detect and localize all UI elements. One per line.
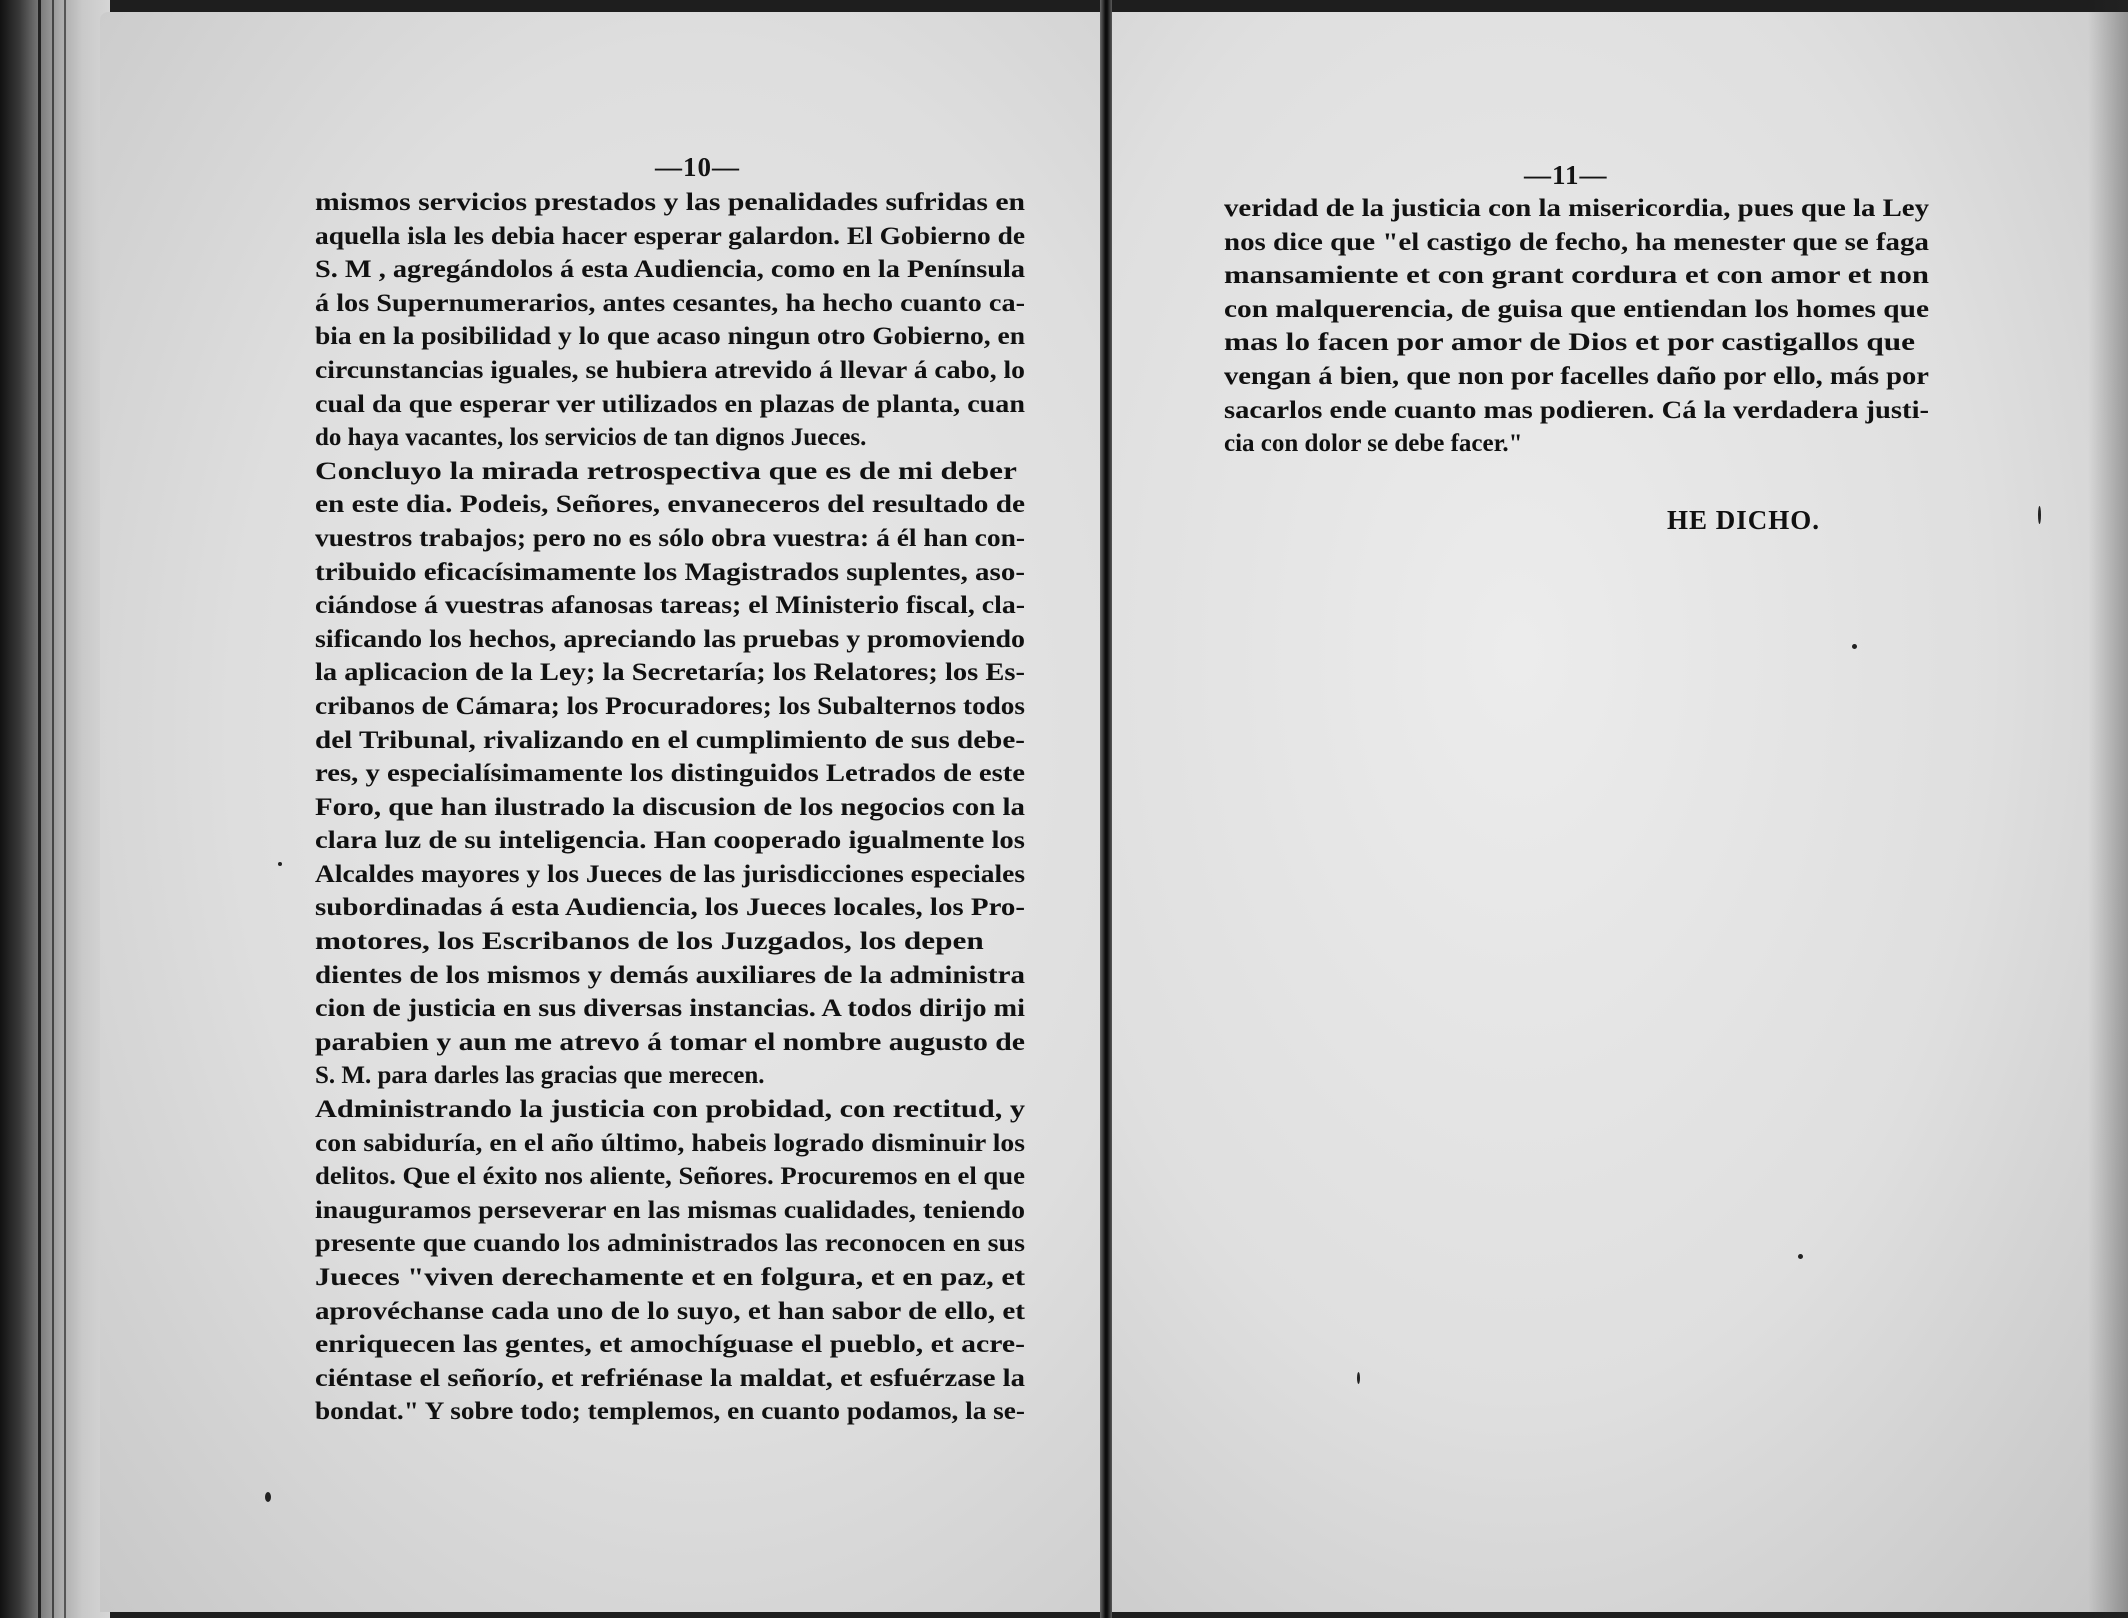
text-line: tribuido eficacísimamente los Magistrados suplentes, aso- bbox=[315, 558, 1025, 586]
text-line: inauguramos perseverar en las mismas cualidades, teniendo bbox=[315, 1196, 1026, 1224]
ink-speck bbox=[2038, 506, 2041, 524]
text-line: mismos servicios prestados y las penalidades sufridas en bbox=[315, 189, 1026, 216]
page-edge-line bbox=[52, 0, 54, 1618]
text-line: sificando los hechos, apreciando las pruebas y promoviendo bbox=[315, 625, 1025, 653]
text-line: delitos. Que el éxito nos aliente, Señores. Procuremos en el que bbox=[315, 1163, 1025, 1191]
right-page bbox=[1112, 12, 2128, 1612]
text-line: mas lo facen por amor de Dios et por castigallos que bbox=[1224, 329, 1915, 357]
text-line: con sabiduría, en el año último, habeis logrado disminuir los bbox=[315, 1129, 1026, 1157]
left-page bbox=[100, 12, 1100, 1612]
text-line: ciándose á vuestras afanosas tareas; el Ministerio fiscal, cla- bbox=[315, 592, 1026, 620]
text-line: circunstancias iguales, se hubiera atrevido á llevar á cabo, lo bbox=[315, 356, 1025, 384]
text-line: sacarlos ende cuanto mas podieren. Cá la verdadera justi- bbox=[1224, 396, 1930, 424]
text-line: bondat." Y sobre todo; templemos, en cuanto podamos, la se- bbox=[315, 1398, 1026, 1426]
text-line: enriquecen las gentes, et amochíguase el pueblo, et acre- bbox=[315, 1331, 1025, 1359]
page-shadow bbox=[2088, 0, 2128, 1618]
text-line: nos dice que "el castigo de fecho, ha menester que se faga bbox=[1224, 228, 1929, 256]
text-line: S. M , agregándolos á esta Audiencia, como en la Península bbox=[315, 256, 1026, 284]
ink-speck bbox=[1357, 1372, 1360, 1384]
text-line: presente que cuando los administrados las reconocen en sus bbox=[315, 1230, 1026, 1258]
text-line: S. M. para darles las gracias que merecen. bbox=[315, 1062, 765, 1090]
text-line: bia en la posibilidad y lo que acaso ningun otro Gobierno, en bbox=[315, 323, 1026, 351]
book-binding-edge bbox=[0, 0, 110, 1618]
text-line: vengan á bien, que non por facelles daño por ello, más por bbox=[1224, 362, 1929, 390]
text-line: cion de justicia en sus diversas instancias. A todos dirijo mi bbox=[315, 995, 1026, 1023]
text-line: en este dia. Podeis, Señores, envaneceros del resultado de bbox=[315, 491, 1026, 519]
text-line: cual da que esperar ver utilizados en plazas de planta, cuan bbox=[315, 390, 1025, 418]
text-line: aprovéchanse cada uno de lo suyo, et han sabor de ello, et bbox=[315, 1297, 1025, 1325]
text-line: vuestros trabajos; pero no es sólo obra vuestra: á él han con- bbox=[315, 524, 1026, 552]
page-number-right: —11— bbox=[1524, 160, 1608, 190]
text-line: do haya vacantes, los servicios de tan dignos Jueces. bbox=[315, 424, 867, 452]
text-line: con malquerencia, de guisa que entiendan los homes que bbox=[1224, 295, 1930, 323]
text-line: cia con dolor se debe facer." bbox=[1224, 430, 1523, 458]
right-page-body bbox=[1224, 192, 1929, 461]
ink-speck bbox=[1798, 1254, 1803, 1259]
text-line: dientes de los mismos y demás auxiliares de la administra bbox=[315, 961, 1025, 989]
page-edge-line bbox=[38, 0, 41, 1618]
text-line: Administrando la justicia con probidad, con rectitud, y bbox=[315, 1096, 1025, 1124]
closing-signature: HE DICHO. bbox=[1667, 505, 1821, 535]
text-line: del Tribunal, rivalizando en el cumplimiento de sus debe- bbox=[315, 726, 1026, 754]
text-line: res, y especialísimamente los distinguidos Letrados de este bbox=[315, 760, 1026, 788]
text-line: parabien y aun me atrevo á tomar el nombre augusto de bbox=[315, 1028, 1025, 1056]
ink-speck bbox=[278, 862, 282, 866]
left-page-body bbox=[315, 186, 1025, 1429]
text-line: Concluyo la mirada retrospectiva que es de mi deber bbox=[315, 457, 1017, 485]
page-number-left: —10— bbox=[655, 152, 740, 182]
text-line: ciéntase el señorío, et refriénase la maldat, et esfuérzase la bbox=[315, 1364, 1026, 1392]
book-gutter bbox=[1100, 0, 1112, 1618]
text-line: aquella isla les debia hacer esperar galardon. El Gobierno de bbox=[315, 222, 1026, 250]
page-edge-line bbox=[64, 0, 66, 1618]
text-line: Foro, que han ilustrado la discusion de los negocios con la bbox=[315, 793, 1025, 821]
text-line: cribanos de Cámara; los Procuradores; los Subalternos todos bbox=[315, 692, 1025, 720]
ink-speck bbox=[265, 1492, 271, 1502]
text-line: Alcaldes mayores y los Jueces de las jurisdicciones especiales bbox=[315, 860, 1026, 888]
text-line: clara luz de su inteligencia. Han cooperado igualmente los bbox=[315, 827, 1026, 855]
text-line: veridad de la justicia con la misericordia, pues que la Ley bbox=[1224, 195, 1929, 222]
text-line: motores, los Escribanos de los Juzgados, los depen bbox=[315, 928, 984, 956]
text-line: subordinadas á esta Audiencia, los Jueces locales, los Pro- bbox=[315, 894, 1026, 922]
text-line: á los Supernumerarios, antes cesantes, ha hecho cuanto ca- bbox=[315, 289, 1026, 317]
text-line: mansamiente et con grant cordura et con amor et non bbox=[1224, 262, 1929, 290]
text-line: Jueces "viven derechamente et en folgura, et en paz, et bbox=[315, 1264, 1026, 1291]
text-line: la aplicacion de la Ley; la Secretaría; los Relatores; los Es- bbox=[315, 659, 1026, 687]
ink-speck bbox=[1852, 644, 1857, 649]
